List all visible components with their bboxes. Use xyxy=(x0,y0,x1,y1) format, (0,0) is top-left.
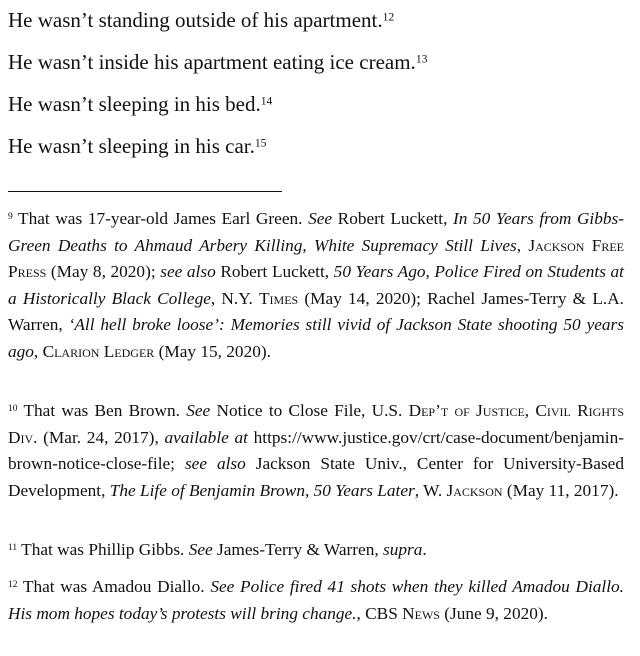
footnote-text: (May 14, 2020); Rachel James-Terry & L.A. Warren, xyxy=(8,288,625,334)
footnote-number: 12 xyxy=(8,579,18,590)
footnote-text: (June 9, 2020). xyxy=(439,603,548,623)
signal-italic: available at xyxy=(164,427,248,447)
article-title: 50 Years Ago, Police Fired on Students at a Historically Black College xyxy=(8,262,624,308)
footnote-number: 11 xyxy=(8,542,18,553)
signal-italic: see also xyxy=(160,262,216,281)
footnote-12 xyxy=(8,574,624,627)
publication-name: Times xyxy=(258,288,299,308)
body-line-text: He wasn’t sleeping in his car. xyxy=(8,134,255,158)
footnote-ref[interactable]: 12 xyxy=(382,11,395,24)
footnote-text: . xyxy=(422,540,427,559)
footnote-text: Notice to Close File, U.S. xyxy=(210,401,409,420)
footnote-text: , xyxy=(516,235,529,255)
publication-name: Jackson xyxy=(446,480,503,500)
footnote-text: That was Amadou Diallo. xyxy=(17,577,211,596)
signal-italic: See xyxy=(308,209,333,228)
signal-italic: See xyxy=(188,540,213,559)
footnote-text: , W. xyxy=(414,480,447,500)
signal-italic: See xyxy=(186,401,211,420)
footnote-text: That was Phillip Gibbs. xyxy=(17,540,189,559)
publication-name: Clarion Ledger xyxy=(42,341,155,361)
body-line-text: He wasn’t inside his apartment eating ice cream. xyxy=(8,50,416,74)
footnote-text: That was Ben Brown. xyxy=(17,401,187,420)
footnote-url: https://www.justice.gov/crt/case-document/benjamin-brown-notice-close-file; xyxy=(8,427,624,473)
body-line-text: He wasn’t standing outside of his apartment. xyxy=(8,8,383,32)
body-line-4 xyxy=(8,132,266,160)
footnote-ref[interactable]: 13 xyxy=(415,53,428,66)
article-title: The Life of Benjamin Brown, 50 Years Later xyxy=(109,480,415,500)
footnote-text: , xyxy=(356,603,366,623)
footnote-text: (May 15, 2020). xyxy=(154,341,271,361)
footnote-number: 9 xyxy=(8,211,13,222)
article-title: See Police fired 41 shots when they killed Amadou Diallo. His mom hopes today’s protests will bring change. xyxy=(8,577,624,623)
publication-name: Dep’t of Justice, Civil Rights Div. xyxy=(8,401,625,447)
footnote-text: (Mar. 24, 2017), xyxy=(37,427,165,447)
footnote-text: Jackson State Univ., Center for University-Based Development, xyxy=(8,454,624,500)
article-title: ‘All hell broke loose’: Memories still vivid of Jackson State shooting 50 years ago xyxy=(8,315,624,361)
footnote-text: Robert Luckett, xyxy=(215,262,334,281)
footnote-ref[interactable]: 14 xyxy=(260,95,273,108)
footnote-text: That was 17-year-old James Earl Green. xyxy=(12,209,309,228)
body-line-3 xyxy=(8,90,272,118)
publication-name: CBS News xyxy=(365,603,440,623)
footnote-text: (May 8, 2020); xyxy=(46,262,161,281)
footnote-text: , N.Y. xyxy=(210,288,259,308)
footnote-ref[interactable]: 15 xyxy=(254,137,267,150)
footnote-10 xyxy=(8,398,624,504)
publication-name: Jackson Free Press xyxy=(8,235,624,281)
body-line-1 xyxy=(8,6,394,34)
body-line-2 xyxy=(8,48,427,76)
signal-italic: see also xyxy=(184,454,246,473)
signal-italic: supra xyxy=(383,540,423,559)
footnote-9 xyxy=(8,206,624,365)
footnote-text: Robert Luckett, xyxy=(332,209,454,228)
footnote-separator xyxy=(8,191,282,192)
article-title: In 50 Years from Gibbs-Green Deaths to Ahmaud Arbery Killing, White Supremacy Still Lives xyxy=(8,209,624,255)
body-line-text: He wasn’t sleeping in his bed. xyxy=(8,92,261,116)
footnote-number: 10 xyxy=(8,403,18,414)
footnote-text: James-Terry & Warren, xyxy=(212,540,383,559)
footnote-text: (May 11, 2017). xyxy=(502,480,619,500)
footnote-11 xyxy=(8,537,624,564)
footnote-text: , xyxy=(33,341,43,361)
